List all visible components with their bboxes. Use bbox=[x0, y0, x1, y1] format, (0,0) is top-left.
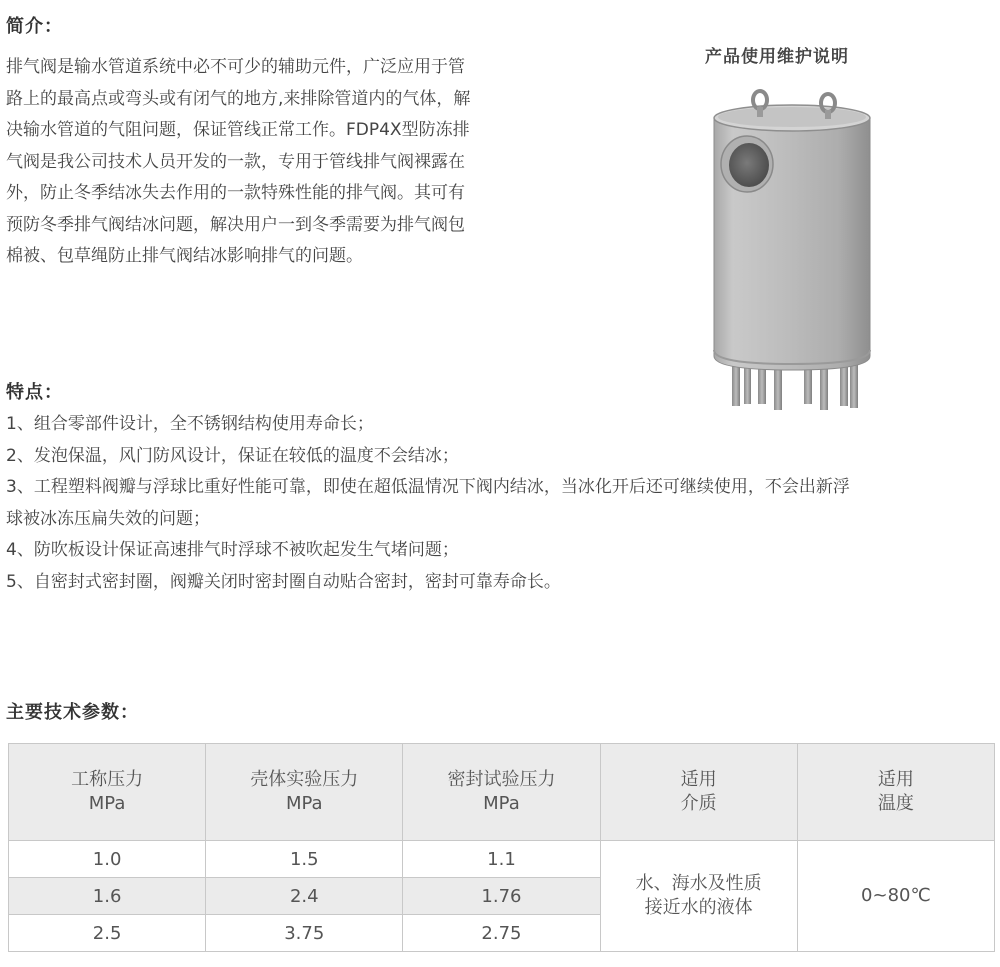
intro-line: 棉被、包草绳防止排气阀结冰影响排气的问题。 bbox=[6, 246, 363, 266]
header-shell-test-pressure bbox=[206, 744, 403, 841]
table-cell: 1.1 bbox=[403, 841, 600, 878]
table-cell: 2.75 bbox=[403, 915, 600, 952]
intro-text bbox=[6, 52, 551, 273]
intro-line: 排气阀是输水管道系统中必不可少的辅助元件，广泛应用于管 bbox=[6, 57, 465, 77]
header-unit: MPa bbox=[483, 793, 520, 814]
features-heading: 特点： bbox=[6, 382, 63, 403]
feature-item: 5、自密封式密封圈，阀瓣关闭时密封圈自动贴合密封，密封可靠寿命长。 bbox=[6, 571, 561, 592]
temperature-cell: 0~80℃ bbox=[797, 841, 994, 952]
params-table bbox=[8, 743, 995, 952]
table-cell: 1.6 bbox=[9, 878, 206, 915]
table-cell: 1.76 bbox=[403, 878, 600, 915]
feature-item: 3、工程塑料阀瓣与浮球比重好性能可靠，即使在超低温情况下阀内结冰，当冰化开后还可继续使用，不会出新浮 bbox=[6, 477, 850, 497]
header-temperature bbox=[797, 744, 994, 841]
product-image-air-valve bbox=[700, 88, 890, 414]
product-title: 产品使用维护说明 bbox=[705, 47, 849, 67]
feature-item: 2、发泡保温，风门防风设计，保证在较低的温度不会结冰； bbox=[6, 445, 459, 466]
header-line: 壳体实验压力 bbox=[250, 769, 359, 790]
table-cell: 2.5 bbox=[9, 915, 206, 952]
header-line: 温度 bbox=[877, 793, 914, 814]
header-seal-test-pressure bbox=[403, 744, 600, 841]
feature-item: 1、组合零部件设计，全不锈钢结构使用寿命长； bbox=[6, 414, 374, 434]
table-cell: 1.0 bbox=[9, 841, 206, 878]
header-line: 适用 bbox=[680, 769, 717, 790]
params-heading: 主要技术参数： bbox=[6, 702, 139, 723]
header-nominal-pressure bbox=[9, 744, 206, 841]
header-unit: MPa bbox=[88, 793, 126, 814]
medium-line: 接近水的液体 bbox=[644, 897, 753, 918]
table-row bbox=[9, 841, 995, 878]
feature-item: 4、防吹板设计保证高速排气时浮球不被吹起发生气堵问题； bbox=[6, 540, 459, 560]
header-line: 密封试验压力 bbox=[447, 769, 556, 790]
intro-line: 外，防止冬季结冰失去作用的一款特殊性能的排气阀。其可有 bbox=[6, 183, 465, 203]
features-list bbox=[6, 409, 996, 598]
feature-item: 球被冰冻压扁失效的问题； bbox=[6, 508, 210, 529]
medium-line: 水、海水及性质 bbox=[635, 873, 762, 894]
intro-line: 决输水管道的气阻问题，保证管线正常工作。FDP4X型防冻排 bbox=[6, 120, 470, 140]
medium-cell bbox=[600, 841, 797, 952]
header-medium bbox=[600, 744, 797, 841]
table-cell: 1.5 bbox=[206, 841, 403, 878]
table-cell: 2.4 bbox=[206, 878, 403, 915]
intro-line: 预防冬季排气阀结冰问题，解决用户一到冬季需要为排气阀包 bbox=[6, 214, 465, 235]
header-line: 介质 bbox=[680, 793, 717, 814]
header-line: 适用 bbox=[877, 769, 914, 790]
intro-line: 气阀是我公司技术人员开发的一款，专用于管线排气阀裸露在 bbox=[6, 151, 465, 172]
table-header-row bbox=[9, 744, 995, 841]
header-unit: MPa bbox=[285, 793, 323, 814]
table-cell: 3.75 bbox=[206, 915, 403, 952]
header-line: 工称压力 bbox=[71, 769, 144, 790]
intro-heading: 简介： bbox=[6, 16, 63, 37]
intro-line: 路上的最高点或弯头或有闭气的地方,来排除管道内的气体，解 bbox=[6, 88, 471, 109]
